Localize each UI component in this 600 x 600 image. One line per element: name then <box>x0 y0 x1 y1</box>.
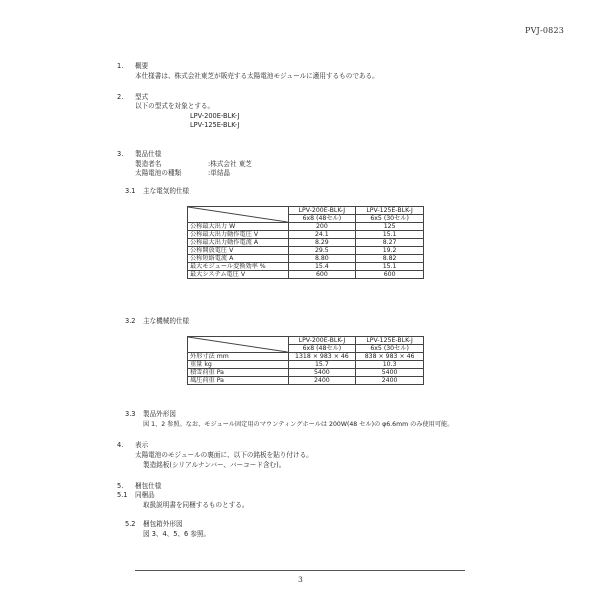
row-label: 公称最大出力動作電圧 V <box>188 231 289 239</box>
table-row <box>188 369 424 377</box>
subsection-5-1-body: 取扱説明書を同梱するものとする。 <box>143 501 249 509</box>
section-4-title: 表示 <box>135 441 149 449</box>
section-2-title: 型式 <box>135 93 149 101</box>
column-header: LPV-200E-BLK-J <box>288 337 356 345</box>
cell-value: 838 × 983 × 46 <box>356 353 424 361</box>
cell-value: 8.80 <box>288 255 356 263</box>
cell-type-value: :単結晶 <box>208 169 231 177</box>
model-name-1: LPV-200E-BLK-J <box>190 112 240 120</box>
subsection-3-2-title: 主な機械的仕様 <box>143 317 190 325</box>
subsection-3-1-number: 3.1 <box>125 187 136 195</box>
cell-value: 600 <box>288 271 356 279</box>
table-row <box>188 231 424 239</box>
section-4-number: 4. <box>117 441 124 449</box>
table-row <box>188 271 424 279</box>
subsection-5-1-title: 同梱品 <box>135 491 155 499</box>
column-subheader: 6x5 (30セル) <box>356 215 424 223</box>
subsection-3-3-number: 3.3 <box>125 410 136 418</box>
electrical-spec-table <box>187 206 424 279</box>
section-5-title: 梱包仕様 <box>135 482 162 490</box>
maker-value: :株式会社 東芝 <box>208 160 252 168</box>
cell-value: 19.2 <box>356 247 424 255</box>
section-2-body: 以下の型式を対象とする。 <box>135 102 215 110</box>
column-subheader: 6x8 (48セル) <box>288 215 356 223</box>
subsection-3-1-title: 主な電気的仕様 <box>143 187 190 195</box>
row-label: 公称短絡電流 A <box>188 255 289 263</box>
section-3-number: 3. <box>117 150 124 158</box>
cell-type-label: 太陽電池の種類 <box>135 169 182 177</box>
cell-value: 15.1 <box>356 231 424 239</box>
section-3-title: 製品仕様 <box>135 150 162 158</box>
page-number: 3 <box>298 575 303 584</box>
section-4-body: 太陽電池のモジュールの裏面に、以下の銘板を貼り付ける。 <box>135 451 313 459</box>
cell-value: 1318 × 983 × 46 <box>288 353 356 361</box>
section-4-item: 製造銘板(シリアルナンバー、バーコード含む)。 <box>143 461 286 469</box>
cell-value: 10.3 <box>356 361 424 369</box>
section-1-body: 本仕様書は、株式会社東芝が販売する太陽電池モジュールに適用するものである。 <box>135 72 379 80</box>
cell-value: 125 <box>356 223 424 231</box>
table-row <box>188 247 424 255</box>
cell-value: 8.27 <box>356 239 424 247</box>
column-header: LPV-125E-BLK-J <box>356 207 424 215</box>
column-subheader: 6x5 (30セル) <box>356 345 424 353</box>
cell-value: 8.82 <box>356 255 424 263</box>
table-row <box>188 255 424 263</box>
table-row <box>188 361 424 369</box>
cell-value: 15.7 <box>288 361 356 369</box>
cell-value: 2400 <box>288 377 356 385</box>
cell-value: 29.5 <box>288 247 356 255</box>
subsection-3-2-number: 3.2 <box>125 317 136 325</box>
section-1-number: 1. <box>117 62 124 70</box>
subsection-3-3-title: 製品外形図 <box>143 410 176 418</box>
cell-value: 5400 <box>288 369 356 377</box>
table-corner-cell <box>188 337 289 353</box>
row-label: 最大モジュール変換効率 % <box>188 263 289 271</box>
table-row <box>188 263 424 271</box>
section-2-number: 2. <box>117 93 124 101</box>
cell-value: 600 <box>356 271 424 279</box>
row-label: 公称最大出力 W <box>188 223 289 231</box>
row-label: 最大システム電圧 V <box>188 271 289 279</box>
document-id: PVJ-0823 <box>525 26 565 35</box>
cell-value: 5400 <box>356 369 424 377</box>
column-header: LPV-200E-BLK-J <box>288 207 356 215</box>
mechanical-spec-table <box>187 336 424 385</box>
row-label: 外形寸法 mm <box>188 353 289 361</box>
section-5-number: 5. <box>117 482 124 490</box>
row-label: 公称最大出力動作電流 A <box>188 239 289 247</box>
cell-value: 2400 <box>356 377 424 385</box>
row-label: 積雪荷重 Pa <box>188 369 289 377</box>
table-row <box>188 353 424 361</box>
cell-value: 8.29 <box>288 239 356 247</box>
subsection-5-1-number: 5.1 <box>117 491 128 499</box>
subsection-5-2-number: 5.2 <box>125 520 136 528</box>
cell-value: 15.4 <box>288 263 356 271</box>
column-header: LPV-125E-BLK-J <box>356 337 424 345</box>
row-label: 公称開放電圧 V <box>188 247 289 255</box>
footer-divider <box>135 570 465 571</box>
cell-value: 200 <box>288 223 356 231</box>
maker-label: 製造者名 <box>135 160 162 168</box>
table-row <box>188 377 424 385</box>
section-1-title: 概要 <box>135 62 149 70</box>
cell-value: 15.1 <box>356 263 424 271</box>
subsection-5-2-body: 図 3、4、5、6 参照。 <box>143 530 211 538</box>
row-label: 重量 kg <box>188 361 289 369</box>
cell-value: 24.1 <box>288 231 356 239</box>
subsection-5-2-title: 梱包箱外形図 <box>143 520 183 528</box>
column-subheader: 6x8 (48セル) <box>288 345 356 353</box>
model-name-2: LPV-125E-BLK-J <box>190 121 240 129</box>
table-row <box>188 223 424 231</box>
table-corner-cell <box>188 207 289 223</box>
row-label: 風圧荷重 Pa <box>188 377 289 385</box>
table-row <box>188 239 424 247</box>
subsection-3-3-body: 図 1、2 参照。なお、モジュール固定用のマウンティングホールは 200W(48 セル)の φ6.6mm のみ使用可能。 <box>143 421 454 428</box>
